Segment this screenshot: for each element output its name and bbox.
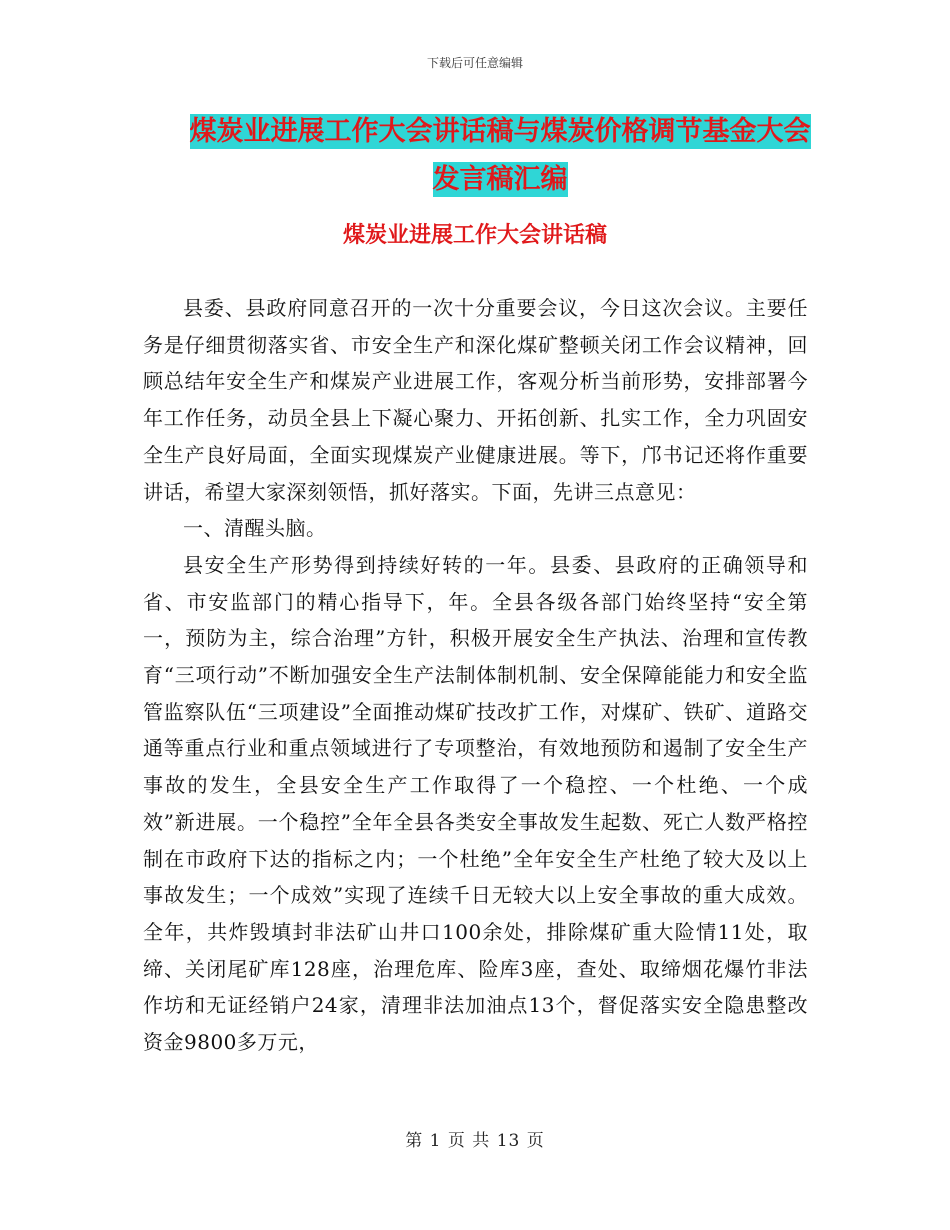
document-title-line-1: 煤炭业进展工作大会讲话稿与煤炭价格调节基金大会 [189,116,811,147]
paragraph-heading-1: 一、清醒头脑。 [183,516,327,541]
document-title-line-2: 发言稿汇编 [432,164,568,195]
paragraph-safety-review: 县安全生产形势得到持续好转的一年。县委、县政府的正确领导和省、市安监部门的精心指导下，年。全县各级各部门始终坚持“安全第一，预防为主，综合治理”方针，积极开展安全生产执法、治理和宣传教育“三项行动”不断加强安全生产法制体制机制、安全保障能能力和安全监管监察队伍“三项建设”全面推动煤矿技改扩工作，对煤矿、铁矿、道路交通等重点行业和重点领域进行了专项整治，有效地预防和遏制了安全生产事故的发生，全县安全生产工作取得了一个稳控、一个杜绝、一个成效”新进展。一个稳控”全年全县各类安全事故发生起数、死亡人数严格控制在市政府下达的指标之内；一个杜绝”全年安全生产杜绝了较大及以上事故发生；一个成效”实现了连续千日无较大以上安全事故的重大成效。全年，共炸毁填封非法矿山井口100余处，排除煤矿重大险情11处，取缔、关闭尾矿库128座，治理危库、险库3座，查处、取缔烟花爆竹非法作坊和无证经销户24家，清理非法加油点13个，督促落实安全隐患整改资金9800多万元， [143,552,808,1055]
paragraph-intro: 县委、县政府同意召开的一次十分重要会议，今日这次会议。主要任务是仔细贯彻落实省、市安全生产和深化煤矿整顿关闭工作会议精神，回顾总结年安全生产和煤炭产业进展工作，客观分析当前形势，安排部署今年工作任务，动员全县上下凝心聚力、开拓创新、扎实工作，全力巩固安全生产良好局面，全面实现煤炭产业健康进展。等下，邝书记还将作重要讲话，希望大家深刻领悟，抓好落实。下面，先讲三点意见： [143,296,808,504]
section-title: 煤炭业进展工作大会讲话稿 [342,223,607,248]
document-body [143,290,808,1061]
document-title [100,108,900,204]
header-note: 下载后可任意编辑 [426,56,523,70]
page-footer: 第 1 页 共 13 页 [405,1131,545,1151]
